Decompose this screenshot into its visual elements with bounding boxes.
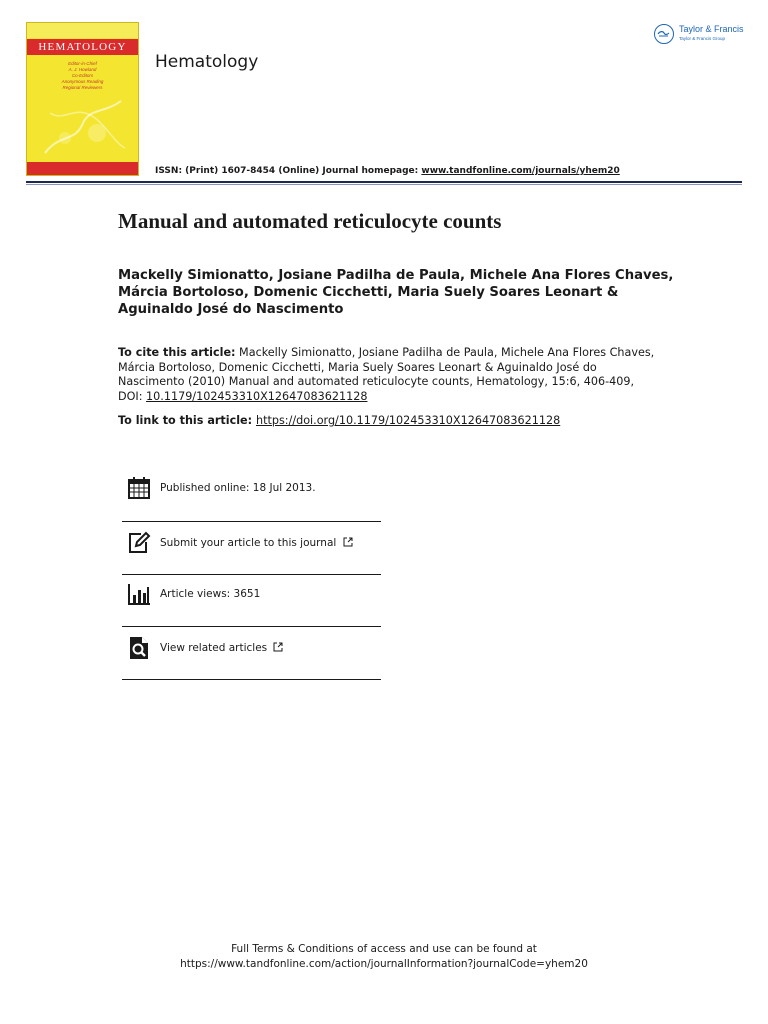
article-link-label: To link to this article: xyxy=(118,414,256,427)
publisher-logo-icon xyxy=(654,24,674,44)
article-title: Manual and automated reticulocyte counts xyxy=(118,209,502,233)
article-views-row xyxy=(122,576,381,616)
meta-divider xyxy=(122,626,381,627)
related-articles-link[interactable] xyxy=(160,642,283,654)
publisher-logo[interactable] xyxy=(654,22,746,48)
published-online-text: Published online: 18 Jul 2013. xyxy=(160,482,316,494)
authors-line: Mackelly Simionatto, Josiane Padilha de Paula, Michele Ana Flores Chaves, xyxy=(118,268,674,283)
citation-doi-link[interactable]: 10.1179/102453310X12647083621128 xyxy=(146,389,368,403)
authors-line: Aguinaldo José do Nascimento xyxy=(118,302,344,317)
published-online-row xyxy=(122,470,381,510)
citation-block xyxy=(118,346,658,404)
document-search-icon xyxy=(127,636,151,660)
cover-editor-line: Editor-in-Chief xyxy=(68,61,97,66)
related-articles-label: View related articles xyxy=(160,642,268,654)
article-doi-link[interactable]: https://doi.org/10.1179/102453310X12647083621128 xyxy=(256,414,561,427)
meta-divider xyxy=(122,521,381,522)
meta-divider xyxy=(122,679,381,680)
bar-chart-icon xyxy=(127,582,151,606)
related-articles-row[interactable] xyxy=(122,630,381,670)
header-rule xyxy=(26,181,742,183)
calendar-icon xyxy=(127,476,151,500)
journal-name: Hematology xyxy=(155,52,259,72)
cover-editor-line: Anonymous Reading xyxy=(61,79,104,84)
citation-line: Nascimento (2010) Manual and automated reticulocyte counts, Hematology, 15:6, 406-409, xyxy=(118,375,635,388)
external-link-icon xyxy=(343,537,353,547)
authors-line: Márcia Bortoloso, Domenic Cicchetti, Maria Suely Soares Leonart & xyxy=(118,285,619,300)
submit-article-label: Submit your article to this journal xyxy=(160,537,337,549)
cover-artwork xyxy=(35,93,131,163)
article-views-text: Article views: 3651 xyxy=(160,588,261,600)
journal-cover xyxy=(26,22,139,176)
cover-editor-line: A. J. Howland xyxy=(68,67,97,72)
external-link-icon xyxy=(273,642,283,652)
citation-line: Márcia Bortoloso, Domenic Cicchetti, Maria Suely Soares Leonart & Aguinaldo José do xyxy=(118,360,597,374)
article-link-line xyxy=(118,414,560,427)
cover-editor-line: Regional Reviewers xyxy=(62,85,103,90)
header-rule-secondary xyxy=(26,184,742,185)
citation-label: To cite this article: xyxy=(118,346,236,359)
issn-line xyxy=(155,166,620,176)
submit-article-link[interactable] xyxy=(160,537,353,549)
footer-line: Full Terms & Conditions of access and use can be found at xyxy=(231,943,537,955)
submit-article-row[interactable] xyxy=(122,525,381,565)
citation-line: Mackelly Simionatto, Josiane Padilha de Paula, Michele Ana Flores Chaves, xyxy=(235,346,655,359)
cover-bottom-bar xyxy=(27,162,138,175)
meta-divider xyxy=(122,574,381,575)
issn-text: ISSN: (Print) 1607-8454 (Online) Journal homepage: xyxy=(155,166,419,176)
edit-icon xyxy=(127,531,151,555)
publisher-name: Taylor & Francis xyxy=(679,24,744,34)
footer xyxy=(0,942,768,972)
footer-terms-link[interactable]: https://www.tandfonline.com/action/journalInformation?journalCode=yhem20 xyxy=(180,958,588,970)
publisher-group: Taylor & Francis Group xyxy=(679,36,726,41)
citation-doi-prefix: DOI: xyxy=(118,389,147,403)
article-authors xyxy=(118,267,678,318)
cover-top-strip xyxy=(27,23,138,38)
cover-title: HEMATOLOGY xyxy=(27,39,138,55)
cover-editor-line: Co-Editors xyxy=(71,73,94,78)
journal-homepage-link[interactable]: www.tandfonline.com/journals/yhem20 xyxy=(421,166,620,176)
cover-editors xyxy=(27,61,138,91)
